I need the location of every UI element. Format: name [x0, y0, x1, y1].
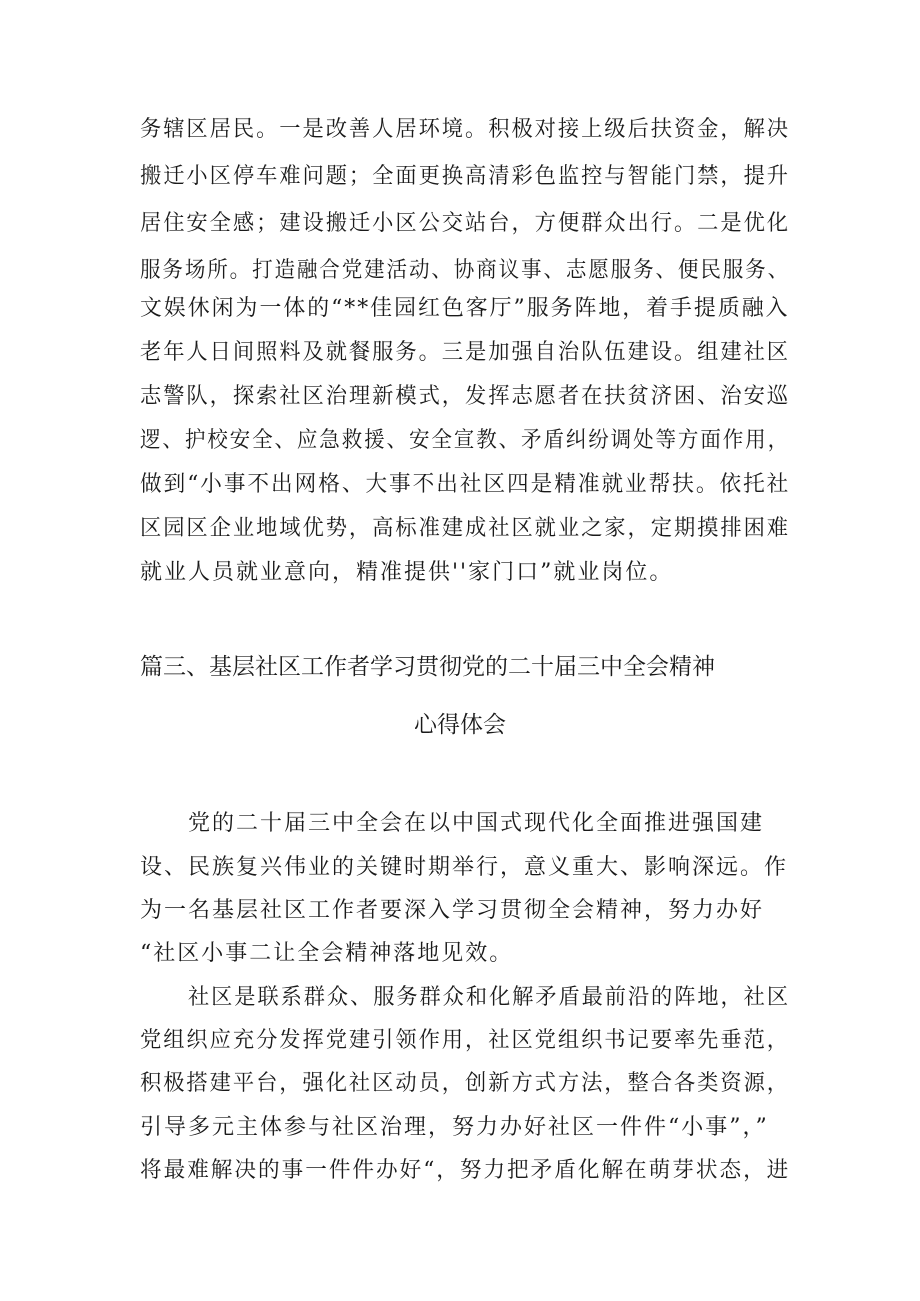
text-line: 设、民族复兴伟业的关键时期举行，意义重大、影响深远。作 [140, 855, 789, 880]
text-line: 搬迁小区停车难问题；全面更换高清彩色监控与智能门禁，提升 [140, 164, 791, 189]
text-line: 党组织应充分发挥党建引领作用，社区党组织书记要率先垂范， [140, 1028, 791, 1053]
text-line: 引导多元主体参与社区治理，努力办好社区一件件“小事”，” [140, 1115, 769, 1140]
text-line: 区园区企业地域优势，高标准建成社区就业之家，定期摸排困难 [140, 516, 791, 541]
text-line: 逻、护校安全、应急救援、安全宣教、矛盾纠纷调处等方面作用， [140, 428, 791, 453]
text-line: 做到“小事不出网格、大事不出社区四是精准就业帮扶。依托社 [140, 472, 791, 497]
text-line: 老年人日间照料及就餐服务。三是加强自治队伍建设。组建社区 [140, 340, 791, 365]
text-line: 将最难解决的事一件件办好“，努力把矛盾化解在萌芽状态，进 [140, 1158, 791, 1183]
section-heading: 篇三、基层社区工作者学习贯彻党的二十届三中全会精神 [140, 654, 715, 680]
text-line: 为一名基层社区工作者要深入学习贯彻全会精神，努力办好 [140, 898, 765, 923]
section-heading-continued: 心得体会 [414, 712, 506, 738]
text-line: 务辖区居民。一是改善人居环境。积极对接上级后扶资金，解决 [140, 117, 791, 142]
text-line: 积极搭建平台，强化社区动员，创新方式方法，整合各类资源， [140, 1071, 791, 1096]
text-line: 志警队，探索社区治理新模式，发挥志愿者在扶贫济困、治安巡 [140, 384, 791, 409]
text-line: 社区是联系群众、服务群众和化解矛盾最前沿的阵地，社区 [188, 985, 790, 1010]
text-line: 就业人员就业意向，精准提供''家门口”就业岗位。 [140, 560, 674, 585]
text-line: 服务场所。打造融合党建活动、协商议事、志愿服务、便民服务、 [140, 258, 791, 283]
text-line: 党的二十届三中全会在以中国式现代化全面推进强国建 [188, 811, 765, 836]
text-line: “社区小事二让全会精神落地见效。 [140, 941, 514, 966]
text-line: 文娱休闲为一体的“**佳园红色客厅”服务阵地，着手提质融入 [140, 296, 790, 321]
text-line: 居住安全感；建设搬迁小区公交站台，方便群众出行。二是优化 [140, 211, 791, 236]
